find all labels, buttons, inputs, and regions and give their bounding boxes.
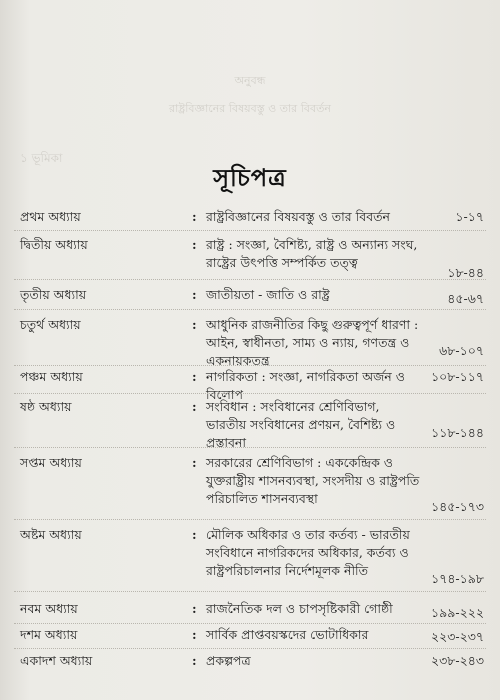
chapter-label [20,236,197,254]
toc-row [0,526,500,586]
page-range: ২২৩-২৩৭ [431,629,484,644]
page-range: ১১৮-১৪৪ [431,425,484,440]
toc-row [0,454,500,514]
chapter-label [20,208,197,226]
separator-colon: : [192,601,197,616]
page-range: ২৩৮-২৪৩ [431,653,484,668]
separator-colon: : [192,209,197,224]
chapter-number: তৃতীয় অধ্যায় [20,287,87,302]
toc-row [0,316,500,368]
chapter-number: নবম অধ্যায় [20,601,78,616]
page-range: ৬৮-১০৭ [439,343,484,358]
page-range: ১৭৪-১৯৮ [431,571,484,586]
toc-row [0,398,500,450]
chapter-number: দশম অধ্যায় [20,627,78,642]
toc-row [0,236,500,280]
divider [14,623,486,624]
page-range: ১-১৭ [455,209,484,224]
separator-colon: : [192,399,197,414]
divider [14,365,486,366]
divider [14,393,486,394]
chapter-label [20,398,197,416]
divider [14,309,486,310]
chapter-number: একাদশ অধ্যায় [20,653,93,668]
page-range: ১৪৫-১৭৩ [431,499,484,514]
page-range: ৪৫-৬৭ [447,291,484,306]
toc-row [0,652,500,692]
chapter-label [20,600,197,618]
divider [14,591,486,592]
bleed-through-text: রাষ্ট্রবিজ্ঞানের বিষয়বস্তু ও তার বিবর্তন [169,102,331,115]
separator-colon: : [192,287,197,302]
chapter-title: জাতীয়তা - জাতি ও রাষ্ট্র [206,287,330,302]
separator-colon: : [192,455,197,470]
chapter-number: ষষ্ঠ অধ্যায় [20,399,72,414]
separator-colon: : [192,369,197,384]
chapter-title: সার্বিক প্রাপ্তবয়স্কদের ভোটাধিকার [206,627,369,642]
chapter-number: সপ্তম অধ্যায় [20,455,82,470]
divider [14,230,486,231]
chapter-title: রাষ্ট্রবিজ্ঞানের বিষয়বস্তু ও তার বিবর্তন [206,209,390,224]
chapter-title: রাষ্ট্র : সংজ্ঞা, বৈশিষ্ট্য, রাষ্ট্র ও অন্যান্য সংঘ, রাষ্ট্রের উৎপত্তি সম্পর্কিত তত্ত্ব [206,237,418,270]
divider [14,648,486,649]
chapter-label [20,526,197,544]
chapter-label [20,316,197,334]
chapter-number: দ্বিতীয় অধ্যায় [20,237,88,252]
page-range: ১৯৯-২২২ [431,605,484,620]
chapter-number: প্রথম অধ্যায় [20,209,81,224]
separator-colon: : [192,317,197,332]
chapter-title: প্রকল্পপত্র [206,653,251,668]
chapter-label [20,368,197,386]
separator-colon: : [192,627,197,642]
chapter-label [20,286,197,304]
page-range: ১৮-৪৪ [447,265,484,280]
page-title: সূচিপত্র [213,163,287,192]
bleed-through-text: ১ ভূমিকা [20,151,63,165]
bleed-through-text: অনুবন্ধ [234,74,266,87]
chapter-label [20,652,197,670]
divider [14,519,486,520]
chapter-number: চতুর্থ অধ্যায় [20,317,81,332]
divider [14,447,486,448]
chapter-number: অষ্টম অধ্যায় [20,527,82,542]
chapter-title: সরকারের শ্রেণিবিভাগ : এককেন্দ্রিক ও যুক্তরাষ্ট্রীয় শাসনব্যবস্থা, সংসদীয় ও রাষ্ট্রপতি পরিচালিত শাসনব্যবস্থা [206,455,420,506]
separator-colon: : [192,527,197,542]
chapter-number: পঞ্চম অধ্যায় [20,369,83,384]
chapter-title: সংবিধান : সংবিধানের শ্রেণিবিভাগ, ভারতীয় সংবিধানের প্রণয়ন, বৈশিষ্ট্য ও প্রস্তাবনা [206,399,396,450]
separator-colon: : [192,237,197,252]
chapter-title: আধুনিক রাজনীতির কিছু গুরুত্বপূর্ণ ধারণা : আইন, স্বাধীনতা, সাম্য ও ন্যায়, গণতন্ত্র ও একনায়কতন্ত্র [206,317,419,368]
page-range: ১০৮-১১৭ [431,369,484,384]
chapter-title: মৌলিক অধিকার ও তার কর্তব্য - ভারতীয় সংবিধানে নাগরিকদের অধিকার, কর্তব্য ও রাষ্ট্রপরিচালনার নির্দেশমূলক নীতি [206,527,410,578]
chapter-label [20,626,197,644]
chapter-title: রাজনৈতিক দল ও চাপসৃষ্টিকারী গোষ্ঠী [206,601,393,616]
chapter-label [20,454,197,472]
divider [14,279,486,280]
separator-colon: : [192,653,197,668]
chapter-title: নাগরিকতা : সংজ্ঞা, নাগরিকতা অর্জন ও বিলোপ [206,369,405,402]
